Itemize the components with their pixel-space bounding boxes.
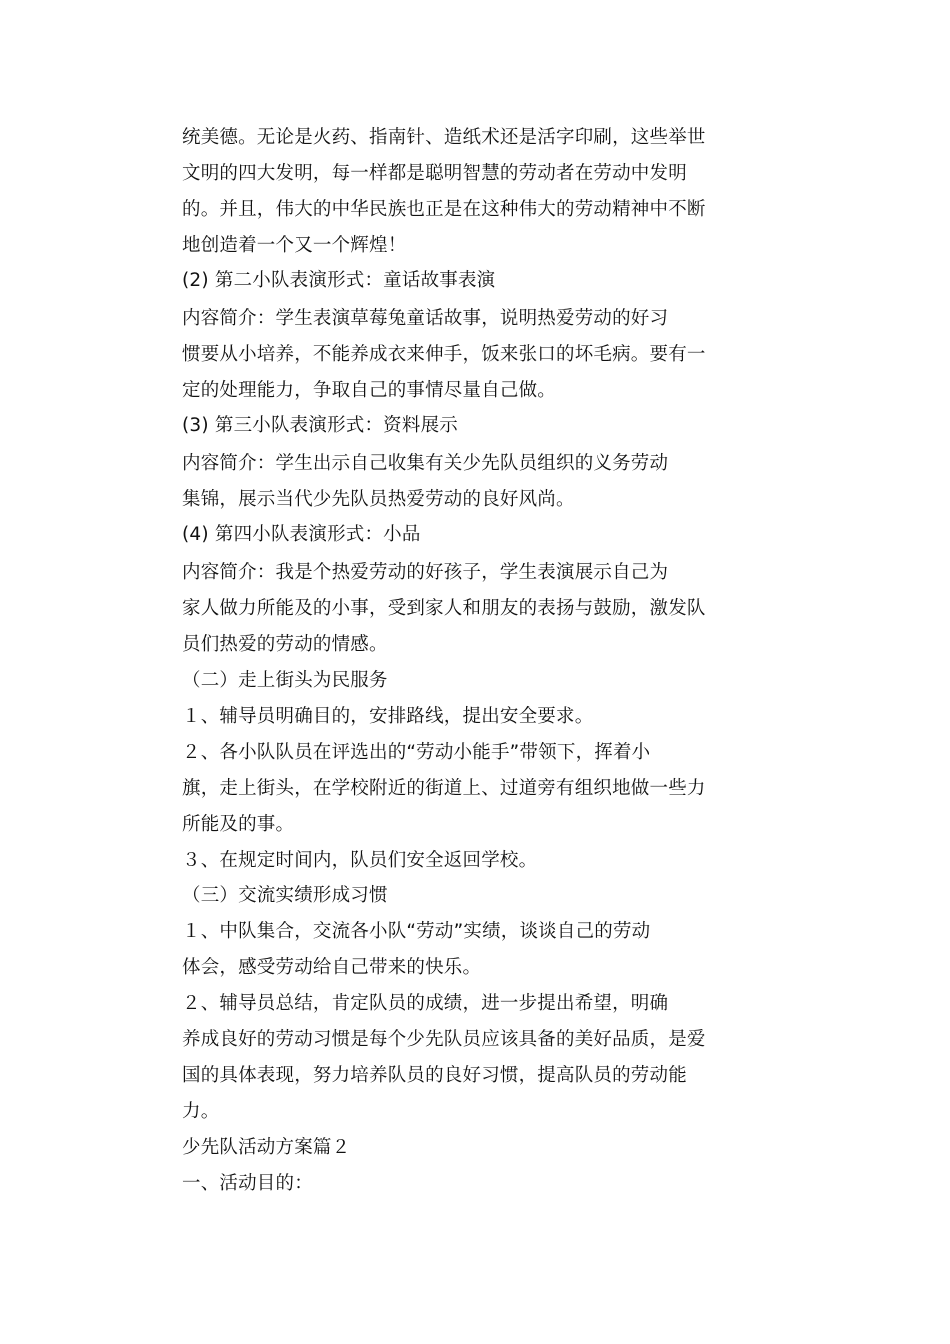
list-item: ２、辅导员总结，肯定队员的成绩，进一步提出希望，明确 (182, 993, 669, 1014)
text-line: 统美德。无论是火药、指南针、造纸术还是活字印刷，这些举世 (182, 127, 706, 148)
text-line: 体会，感受劳动给自己带来的快乐。 (182, 957, 482, 978)
text-line: 内容简介：我是个热爱劳动的好孩子，学生表演展示自己为 (182, 562, 669, 583)
text-line: 养成良好的劳动习惯是每个少先队员应该具备的美好品质，是爱 (182, 1029, 706, 1050)
text-line: 力。 (182, 1101, 220, 1122)
text-line: 地创造着一个又一个辉煌！ (182, 235, 407, 256)
list-item: ３、在规定时间内，队员们安全返回学校。 (182, 850, 538, 871)
section-heading: （二）走上街头为民服务 (182, 670, 388, 691)
text-line: 员们热爱的劳动的情感。 (182, 634, 388, 655)
text-line: 内容简介：学生表演草莓兔童话故事，说明热爱劳动的好习 (182, 308, 669, 329)
text-line: 内容简介：学生出示自己收集有关少先队员组织的义务劳动 (182, 453, 669, 474)
text-line: 家人做力所能及的小事，受到家人和朋友的表扬与鼓励，激发队 (182, 598, 706, 619)
section-heading: (3) 第三小队表演形式：资料展示 (182, 415, 458, 436)
text-line: 国的具体表现，努力培养队员的良好习惯，提高队员的劳动能 (182, 1065, 687, 1086)
section-heading: （三）交流实绩形成习惯 (182, 885, 388, 906)
text-line: 旗，走上街头，在学校附近的街道上、过道旁有组织地做一些力 (182, 778, 706, 799)
text-line: 定的处理能力，争取自己的事情尽量自己做。 (182, 380, 557, 401)
text-line: 惯要从小培养，不能养成衣来伸手，饭来张口的坏毛病。要有一 (182, 344, 706, 365)
section-heading: 一、活动目的： (182, 1173, 313, 1194)
text-line: 所能及的事。 (182, 814, 295, 835)
list-item: ２、各小队队员在评选出的“劳动小能手”带领下，挥着小 (182, 742, 651, 763)
section-heading: (2) 第二小队表演形式：童话故事表演 (182, 270, 496, 291)
text-line: 集锦，展示当代少先队员热爱劳动的良好风尚。 (182, 489, 575, 510)
list-item: １、中队集合，交流各小队“劳动”实绩，谈谈自己的劳动 (182, 921, 651, 942)
text-line: 文明的四大发明，每一样都是聪明智慧的劳动者在劳动中发明 (182, 163, 687, 184)
list-item: １、辅导员明确目的，安排路线，提出安全要求。 (182, 706, 594, 727)
article-title: 少先队活动方案篇２ (182, 1137, 351, 1158)
section-heading: (4) 第四小队表演形式：小品 (182, 524, 421, 545)
text-line: 的。并且，伟大的中华民族也正是在这种伟大的劳动精神中不断 (182, 199, 706, 220)
